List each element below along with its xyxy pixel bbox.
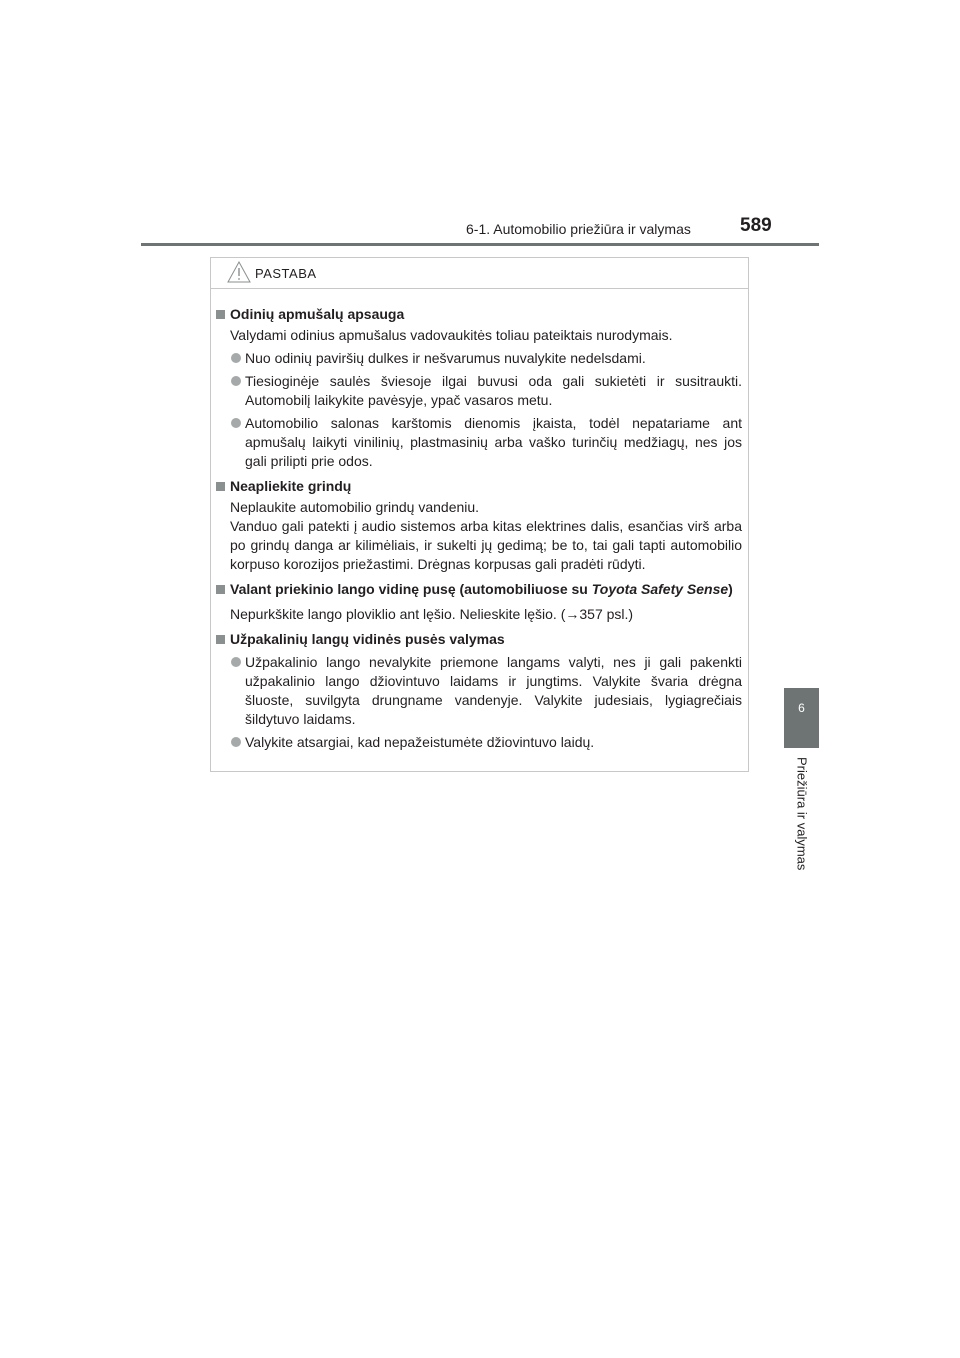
note-header [211, 258, 748, 289]
warning-triangle-icon [227, 261, 251, 283]
note-title: PASTABA [255, 266, 317, 281]
header-rule [141, 243, 819, 246]
heading-emphasis: Toyota Safety Sense [591, 581, 729, 597]
chapter-number: 6 [798, 701, 805, 715]
section-heading: Neapliekite grindų [215, 477, 742, 496]
bullet-item: Nuo odinių paviršių dulkes ir nešvarumus nuvalykite nedelsdami. [215, 349, 742, 368]
section-heading: Odinių apmušalų apsauga [215, 305, 742, 324]
bullet-item: Valykite atsargiai, kad nepažeistumėte džiovintuvo laidų. [215, 733, 742, 752]
bullet-item: Tiesioginėje saulės šviesoje ilgai buvusi oda gali sukietėti ir susitraukti. Automobilį laikykite pavėsyje, ypač vasaros metu. [215, 372, 742, 410]
chapter-tab [784, 688, 819, 748]
section-paragraph: Neplaukite automobilio grindų vandeniu. [230, 499, 480, 515]
chapter-label: Priežiūra ir valymas [794, 757, 810, 871]
heading-text: ) [728, 581, 733, 597]
section-paragraph: Valydami odinius apmušalus vadovaukitės toliau pateiktais nurodymais. [230, 327, 673, 343]
header-section-title: 6-1. Automobilio priežiūra ir valymas [466, 221, 691, 237]
section-paragraph: Vanduo gali patekti į audio sistemos arba kitas elektrines dalis, esančias virš arba po grindų danga ar kilimėliais, ir sukelti jų gedimą; be to, tai gali tapti automobilio korpuso korozijos priežastimi. Drėgnas korpusas gali pradėti rūdyti. [230, 518, 742, 572]
bullet-item: Užpakalinio lango nevalykite priemone langams valyti, nes ji gali pakenkti užpakalinio lango džiovintuvo laidams ir jungtims. Valykite švaria drėgna šluoste, suvilgyta drungname vandenyje. Valykite judesiais, lygiagrečiais šildytuvo laidams. [215, 653, 742, 729]
section-heading [215, 580, 742, 599]
note-box [210, 257, 749, 772]
section-paragraph: Nepurkškite lango ploviklio ant lęšio. Nelieskite lęšio. (→357 psl.) [230, 606, 634, 622]
note-body [211, 289, 748, 752]
heading-text: Valant priekinio lango vidinę pusę (automobiliuose su [230, 581, 592, 597]
page-number: 589 [740, 215, 772, 236]
bullet-item: Automobilio salonas karštomis dienomis įkaista, todėl nepatariame ant apmušalų laikyti vinilinių, plastmasinių arba vaško turinčių medžiagų, nes jos gali prilipti prie odos. [215, 414, 742, 471]
section-heading: Užpakalinių langų vidinės pusės valymas [215, 630, 742, 649]
